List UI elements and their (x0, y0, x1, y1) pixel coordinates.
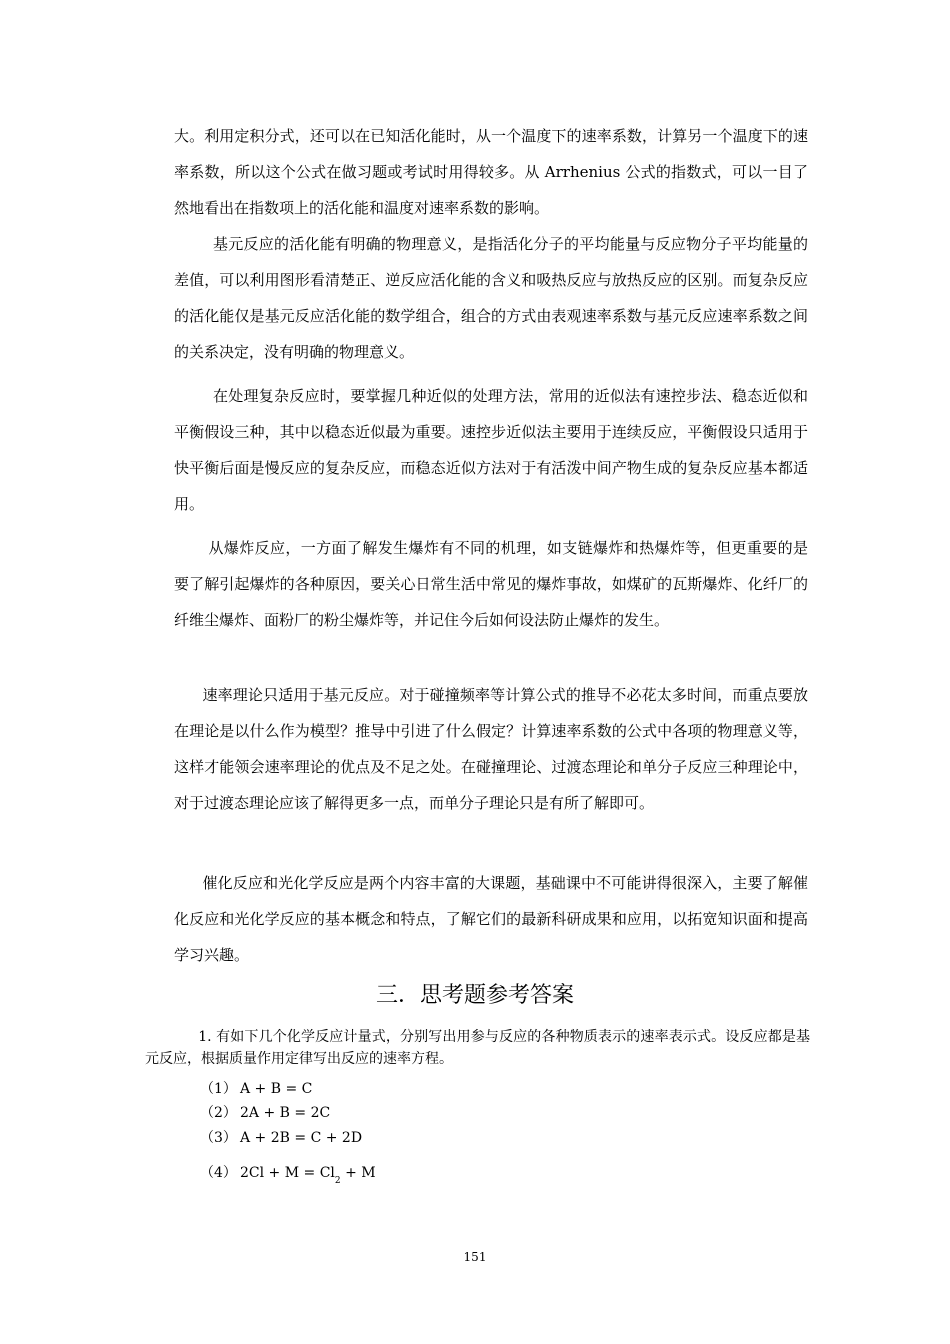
equation-text: A + 2B = C + 2D (240, 1130, 363, 1146)
paragraph-arrhenius: 大。利用定积分式，还可以在已知活化能时，从一个温度下的速率系数，计算另一个温度下的速率系数，所以这个公式在做习题或考试时用得较多。从 Arrhenius 公式的指数式，可以一目了然地看出在指数项上的活化能和温度对速率系数的影响。 (174, 127, 808, 217)
equation-label: （3） (200, 1130, 237, 1146)
equation-label: （1） (200, 1081, 237, 1097)
equation-item (200, 1127, 362, 1149)
question-1: 1. 有如下几个化学反应计量式，分别写出用参与反应的各种物质表示的速率表示式。设反应都是基元反应，根据质量作用定律写出反应的速率方程。 (145, 1029, 810, 1067)
paragraph-approximation-methods: 在处理复杂反应时，要掌握几种近似的处理方法，常用的近似法有速控步法、稳态近似和平衡假设三种，其中以稳态近似最为重要。速控步近似法主要用于连续反应，平衡假设只适用于快平衡后面是慢反应的复杂反应，而稳态近似方法对于有活泼中间产物生成的复杂反应基本都适用。 (174, 387, 808, 513)
equation-label: （4） (200, 1165, 237, 1181)
paragraph-explosion-reactions: 从爆炸反应，一方面了解发生爆炸有不同的机理，如支链爆炸和热爆炸等，但更重要的是要了解引起爆炸的各种原因，要关心日常生活中常见的爆炸事故，如煤矿的瓦斯爆炸、化纤厂的纤维尘爆炸、面粉厂的粉尘爆炸等，并记住今后如何设法防止爆炸的发生。 (174, 539, 808, 629)
equation-text: 2A + B = 2C (240, 1105, 331, 1121)
paragraph-activation-energy: 基元反应的活化能有明确的物理意义，是指活化分子的平均能量与反应物分子平均能量的差值，可以利用图形看清楚正、逆反应活化能的含义和吸热反应与放热反应的区别。而复杂反应的活化能仅是基元反应活化能的数学组合，组合的方式由表观速率系数与基元反应速率系数之间的关系决定，没有明确的物理意义。 (174, 235, 808, 361)
equation-text-after: + M (340, 1165, 376, 1181)
equation-item (200, 1078, 312, 1100)
section-title: 三．思考题参考答案 (375, 983, 574, 1008)
equation-item (200, 1102, 330, 1124)
equation-text-before: 2Cl + M = Cl (240, 1165, 335, 1181)
equation-text: A + B = C (240, 1081, 313, 1097)
paragraph-rate-theory: 速率理论只适用于基元反应。对于碰撞频率等计算公式的推导不必花太多时间，而重点要放在理论是以什么作为模型？推导中引进了什么假定？计算速率系数的公式中各项的物理意义等，这样才能领会速率理论的优点及不足之处。在碰撞理论、过渡态理论和单分子反应三种理论中，对于过渡态理论应该了解得更多一点，而单分子理论只是有所了解即可。 (174, 686, 808, 812)
paragraph-catalysis-photochemistry: 催化反应和光化学反应是两个内容丰富的大课题，基础课中不可能讲得很深入，主要了解催化反应和光化学反应的基本概念和特点，了解它们的最新科研成果和应用，以拓宽知识面和提高学习兴趣。 (174, 874, 808, 964)
equation-item (200, 1162, 376, 1192)
equation-label: （2） (200, 1105, 237, 1121)
equation-subscript: 2 (334, 1176, 341, 1186)
page-number: 151 (463, 1250, 487, 1264)
